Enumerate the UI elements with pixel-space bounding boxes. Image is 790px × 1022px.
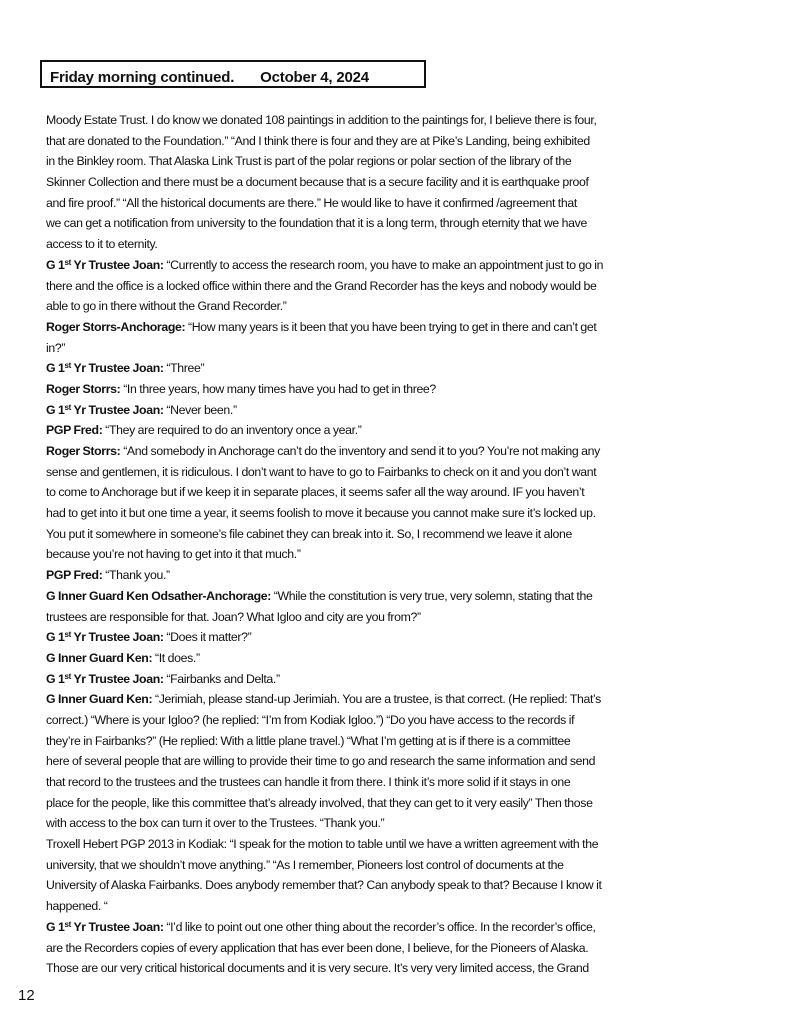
- minutes-body: [46, 110, 752, 979]
- text-line: [46, 793, 752, 814]
- session-date: October 4, 2024: [260, 69, 369, 86]
- speaker-name: Roger Storrs:: [46, 444, 121, 458]
- line-text: with access to the box can turn it over to the Trustees. “Thank you.”: [46, 816, 385, 831]
- line-text: place for the people, like this committee that’s already involved, that they can get to it very easily” Then those: [46, 795, 593, 810]
- text-line: [46, 503, 752, 524]
- speaker-line: [46, 255, 752, 276]
- line-text: You put it somewhere in someone’s file cabinet they can break into it. So, I recommend we leave it alone: [46, 526, 572, 541]
- ordinal-suffix: st: [64, 361, 71, 371]
- line-text: sense and gentlemen, it is ridiculous. I don’t want to have to go to Fairbanks to check on it and you don’t want: [46, 464, 597, 479]
- speaker-name: G Inner Guard Ken:: [46, 650, 153, 665]
- line-text: able to go in there without the Grand Recorder.”: [46, 299, 287, 314]
- speaker-name: G 1st Yr Trustee Joan:: [46, 630, 164, 645]
- text-line: [46, 524, 752, 545]
- text-line: [46, 958, 752, 979]
- speaker-name: G 1st Yr Trustee Joan:: [46, 919, 164, 934]
- line-text: in?”: [46, 340, 66, 355]
- line-text: here of several people that are willing to provide their time to go and research the same information and send: [46, 754, 596, 769]
- ordinal-suffix: st: [64, 630, 71, 640]
- text-line: [46, 855, 752, 876]
- line-text: Troxell Hebert PGP 2013 in Kodiak: “I speak for the motion to table until we have a written agreement with the: [46, 837, 599, 852]
- text-line: [46, 296, 752, 317]
- section-header-box: [40, 60, 426, 88]
- line-text: that are donated to the Foundation.” “And I think there is four and they are at Pike’s Landing, being exhibited: [46, 133, 590, 148]
- speaker-line: [46, 317, 752, 338]
- text-line: [46, 834, 752, 855]
- speaker-name: G 1st Yr Trustee Joan:: [46, 402, 164, 417]
- line-text: “Three”: [163, 361, 205, 376]
- line-text: “Does it matter?”: [163, 630, 252, 645]
- line-text: to come to Anchorage but if we keep it in separate places, it seems safer all the way around. IF you haven’t: [46, 485, 585, 500]
- line-text: access to it to eternity.: [46, 237, 158, 252]
- text-line: [46, 482, 752, 503]
- line-text: and fire proof.” “All the historical documents are there.” He would like to have it confirmed /agreement that: [46, 195, 577, 210]
- line-text: had to get into it but one time a year, it seems foolish to move it because you cannot make sure it’s locked up.: [46, 506, 596, 521]
- text-line: [46, 772, 752, 793]
- section-header: [50, 69, 369, 86]
- line-text: “Thank you.”: [102, 568, 170, 583]
- speaker-line: [46, 565, 752, 586]
- line-text: they’re in Fairbanks?” (He replied: With a little plane travel.) “What I’m getting at is if there is a committee: [46, 733, 571, 748]
- text-line: [46, 710, 752, 731]
- speaker-name: G 1st Yr Trustee Joan:: [46, 257, 164, 272]
- speaker-line: [46, 689, 752, 710]
- line-text: University of Alaska Fairbanks. Does anybody remember that? Can anybody speak to that? Because I know it: [46, 878, 602, 893]
- speaker-line: [46, 586, 752, 607]
- speaker-name: Roger Storrs:: [46, 381, 121, 396]
- speaker-name: PGP Fred:: [46, 568, 103, 583]
- line-text: we can get a notification from university to the foundation that it is a long term, through eternity that we have: [46, 216, 587, 231]
- line-text: are the Recorders copies of every application that has ever been done, I believe, for the Pioneers of Alaska.: [46, 940, 589, 955]
- speaker-line: [46, 627, 752, 648]
- line-text: “I’d like to point out one other thing about the recorder’s office. In the recorder’s office,: [163, 919, 596, 934]
- line-text: correct.) “Where is your Igloo? (he replied: “I’m from Kodiak Igloo.”) “Do you have access to the records if: [46, 712, 575, 727]
- text-line: [46, 938, 752, 959]
- ordinal-suffix: st: [64, 919, 71, 929]
- speaker-line: [46, 358, 752, 379]
- ordinal-suffix: st: [64, 671, 71, 681]
- speaker-line: [46, 441, 752, 462]
- speaker-name: G 1st Yr Trustee Joan:: [46, 671, 164, 686]
- text-line: [46, 751, 752, 772]
- line-text: “How many years is it been that you have been trying to get in there and can’t get: [185, 319, 597, 334]
- line-text: Those are our very critical historical documents and it is very secure. It’s very very limited access, the Grand: [46, 961, 589, 976]
- line-text: in the Binkley room. That Alaska Link Trust is part of the polar regions or polar section of the library of the: [46, 154, 572, 169]
- line-text: “Currently to access the research room, you have to make an appointment just to go in: [163, 257, 604, 272]
- text-line: [46, 193, 752, 214]
- speaker-line: [46, 917, 752, 938]
- line-text: happened. “: [46, 899, 108, 914]
- line-text: Skinner Collection and there must be a document because that is a secure facility and it is earthquake proof: [46, 175, 589, 190]
- speaker-line: [46, 420, 752, 441]
- speaker-line: [46, 669, 752, 690]
- line-text: “And somebody in Anchorage can’t do the inventory and send it to you? You’re not making any: [120, 444, 600, 458]
- text-line: [46, 213, 752, 234]
- line-text: “They are required to do an inventory once a year.”: [102, 423, 362, 438]
- line-text: “In three years, how many times have you had to get in three?: [120, 381, 436, 396]
- text-line: [46, 607, 752, 628]
- line-text: “Never been.”: [163, 402, 237, 417]
- speaker-name: G Inner Guard Ken:: [46, 692, 153, 707]
- line-text: “Fairbanks and Delta.”: [163, 671, 280, 686]
- speaker-name: Roger Storrs-Anchorage:: [46, 319, 186, 334]
- line-text: because you’re not having to get into it that much.”: [46, 547, 301, 562]
- line-text: “It does.”: [152, 650, 200, 665]
- session-label: Friday morning continued.: [50, 69, 235, 86]
- text-line: [46, 544, 752, 565]
- speaker-line: [46, 379, 752, 400]
- line-text: trustees are responsible for that. Joan? What Igloo and city are you from?”: [46, 609, 421, 624]
- speaker-line: [46, 648, 752, 669]
- line-text: “Jerimiah, please stand-up Jerimiah. You are a trustee, is that correct. (He replied: That’s: [152, 692, 601, 707]
- text-line: [46, 234, 752, 255]
- text-line: [46, 813, 752, 834]
- line-text: university, that we shouldn’t move anything.” “As I remember, Pioneers lost control of documents at the: [46, 857, 564, 872]
- ordinal-suffix: st: [64, 402, 71, 412]
- text-line: [46, 276, 752, 297]
- line-text: “While the constitution is very true, very solemn, stating that the: [271, 588, 593, 603]
- text-line: [46, 731, 752, 752]
- speaker-name: G 1st Yr Trustee Joan:: [46, 361, 164, 376]
- page-number: 12: [18, 987, 35, 1004]
- speaker-line: [46, 400, 752, 421]
- text-line: [46, 896, 752, 917]
- speaker-name: PGP Fred:: [46, 423, 103, 438]
- text-line: [46, 110, 752, 131]
- text-line: [46, 338, 752, 359]
- text-line: [46, 462, 752, 483]
- text-line: [46, 151, 752, 172]
- text-line: [46, 172, 752, 193]
- line-text: that record to the trustees and the trustees can handle it from there. I think it’s more solid if it stays in one: [46, 775, 571, 789]
- ordinal-suffix: st: [64, 257, 71, 267]
- text-line: [46, 131, 752, 152]
- line-text: Moody Estate Trust. I do know we donated 108 paintings in addition to the paintings for, I believe there is four,: [46, 113, 597, 127]
- speaker-name: G Inner Guard Ken Odsather-Anchorage:: [46, 588, 271, 603]
- text-line: [46, 875, 752, 896]
- line-text: there and the office is a locked office within there and the Grand Recorder has the keys and nobody would be: [46, 278, 597, 293]
